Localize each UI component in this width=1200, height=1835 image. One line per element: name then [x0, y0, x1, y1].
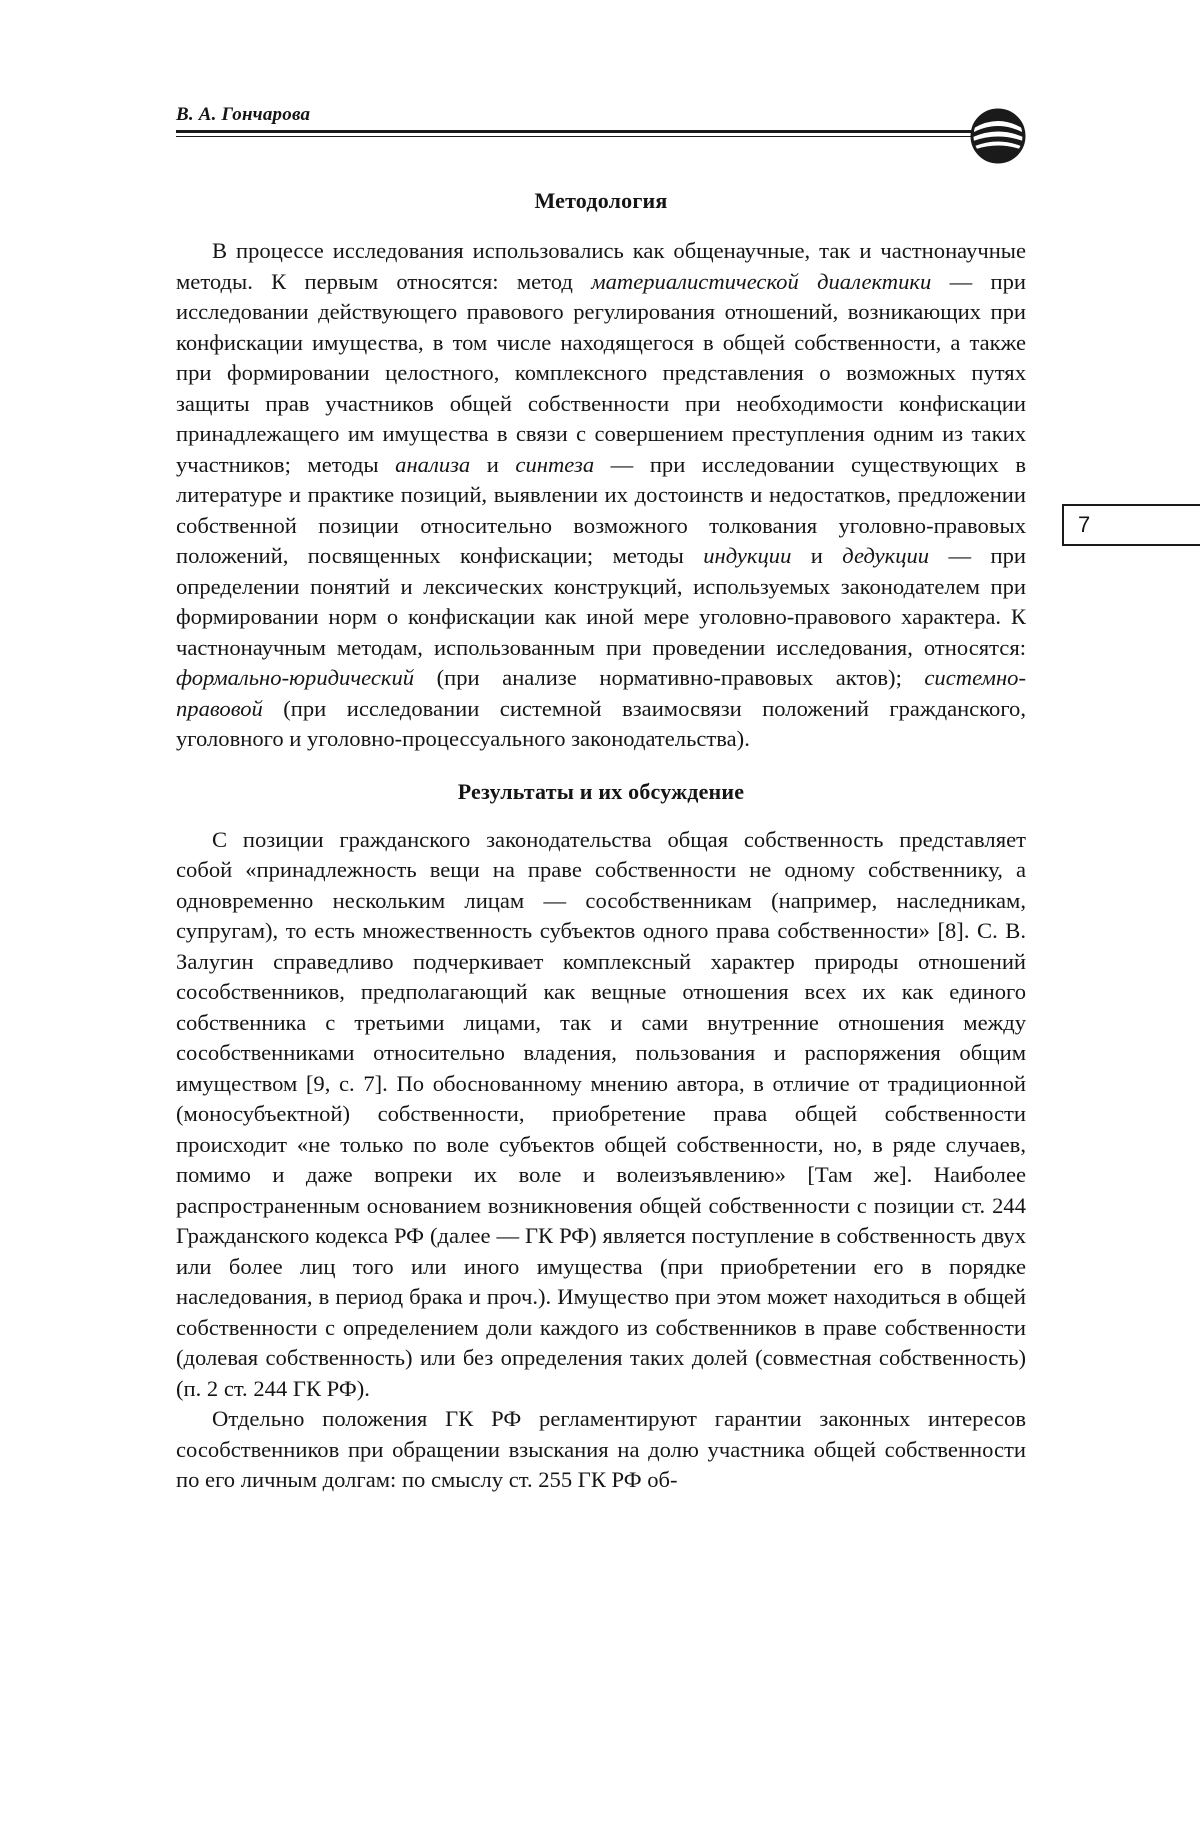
text-run: — при исследовании существующих в литературе и практике позиций, выявлении их достоинств и недостатков, предложении собственной позиции относительно возможного толкования уголовно-правовых положений, посвященных конфискации; методы [176, 451, 1026, 568]
text-run: и [791, 543, 843, 568]
running-header [176, 100, 1028, 160]
journal-wave-logo-icon [966, 104, 1030, 164]
paragraph [176, 825, 1026, 1405]
text-run: (при анализе нормативно-правовых актов); [414, 665, 925, 690]
author-name: В. А. Гончарова [176, 104, 311, 125]
italic-term: формально-юридический [176, 665, 415, 690]
header-rule [176, 130, 976, 133]
text-run: С позиции гражданского законодательства общая собственность представляет собой «принадлежность вещи на праве собственности не одному собственнику, а одновременно нескольким лицам — сособственникам (например, наследникам, супругам), то есть множественность субъектов одного права собственности» [8]. С. В. Залугин справедливо подчеркивает комплексный характер природы отношений сособственников, предполагающий как вещные отношения всех их как единого собственника с третьими лицами, так и сами внутренние отношения между сособственниками относительно владения, пользования и распоряжения общим имуществом [9, с. 7]. По обоснованному мнению автора, в отличие от традиционной (моносубъектной) собственности, приобретение права общей собственности происходит «не только по воле субъектов общей собственности, но, в ряде случаев, помимо и даже вопреки их воле и волеизъявлению» [Там же]. Наиболее распространенным основанием возникновения общей собственности с позиции ст. 244 Гражданского кодекса РФ (далее — ГК РФ) является поступление в собственность двух или более лиц того или иного имущества (при приобретении его в порядке наследования, в период брака и проч.). Имущество при этом может находиться в общей собственности с определением доли каждого из собственников в праве собственности (долевая собственность) или без определения таких долей (совместная собственность) (п. 2 ст. 244 ГК РФ). [176, 826, 1026, 1401]
text-run: (при исследовании системной взаимосвязи положений гражданского, уголовного и уголовно-процессуального законодательства). [176, 695, 1026, 751]
header-rule-thin [176, 136, 976, 137]
text-run: — при исследовании действующего правового регулирования отношений, возникающих при конфискации имущества, в том числе находящегося в общей собственности, а также при формировании целостного, комплексного представления о возможных путях защиты прав участников общей собственности при необходимости конфискации принадлежащего им имущества в связи с совершением преступления одним из таких участников; методы [176, 268, 1026, 477]
paragraph [176, 236, 1026, 755]
italic-term: синтеза [515, 451, 595, 477]
text-run: Отдельно положения ГК РФ регламентируют гарантии законных интересов сособственников при обращении взыскания на долю участника общей собственности по его личным долгам: по смыслу ст. 255 ГК РФ об- [176, 1406, 1026, 1492]
italic-term: анализа [395, 451, 471, 477]
section-heading: Результаты и их обсуждение [457, 778, 745, 804]
italic-term: индукции [703, 543, 792, 568]
page-number: 7 [1062, 504, 1200, 546]
text-run: В процессе исследования использовались как общенаучные, так и частнонаучные методы. К первым относятся: метод [176, 238, 1026, 294]
paragraph [176, 1404, 1026, 1496]
article-body [176, 186, 1026, 1496]
italic-term: системно-правовой [176, 665, 1026, 721]
text-run: — при определении понятий и лексических конструкций, используемых законодателем при формировании норм о конфискации как иной мере уголовно-правового характера. К частнонаучным методам, использованным при проведении исследования, относятся: [176, 543, 1026, 660]
section-heading: Методология [534, 188, 668, 213]
italic-term: дедукции [842, 543, 930, 568]
italic-term: материалистической диалектики [591, 268, 932, 294]
text-run: и [470, 451, 516, 477]
